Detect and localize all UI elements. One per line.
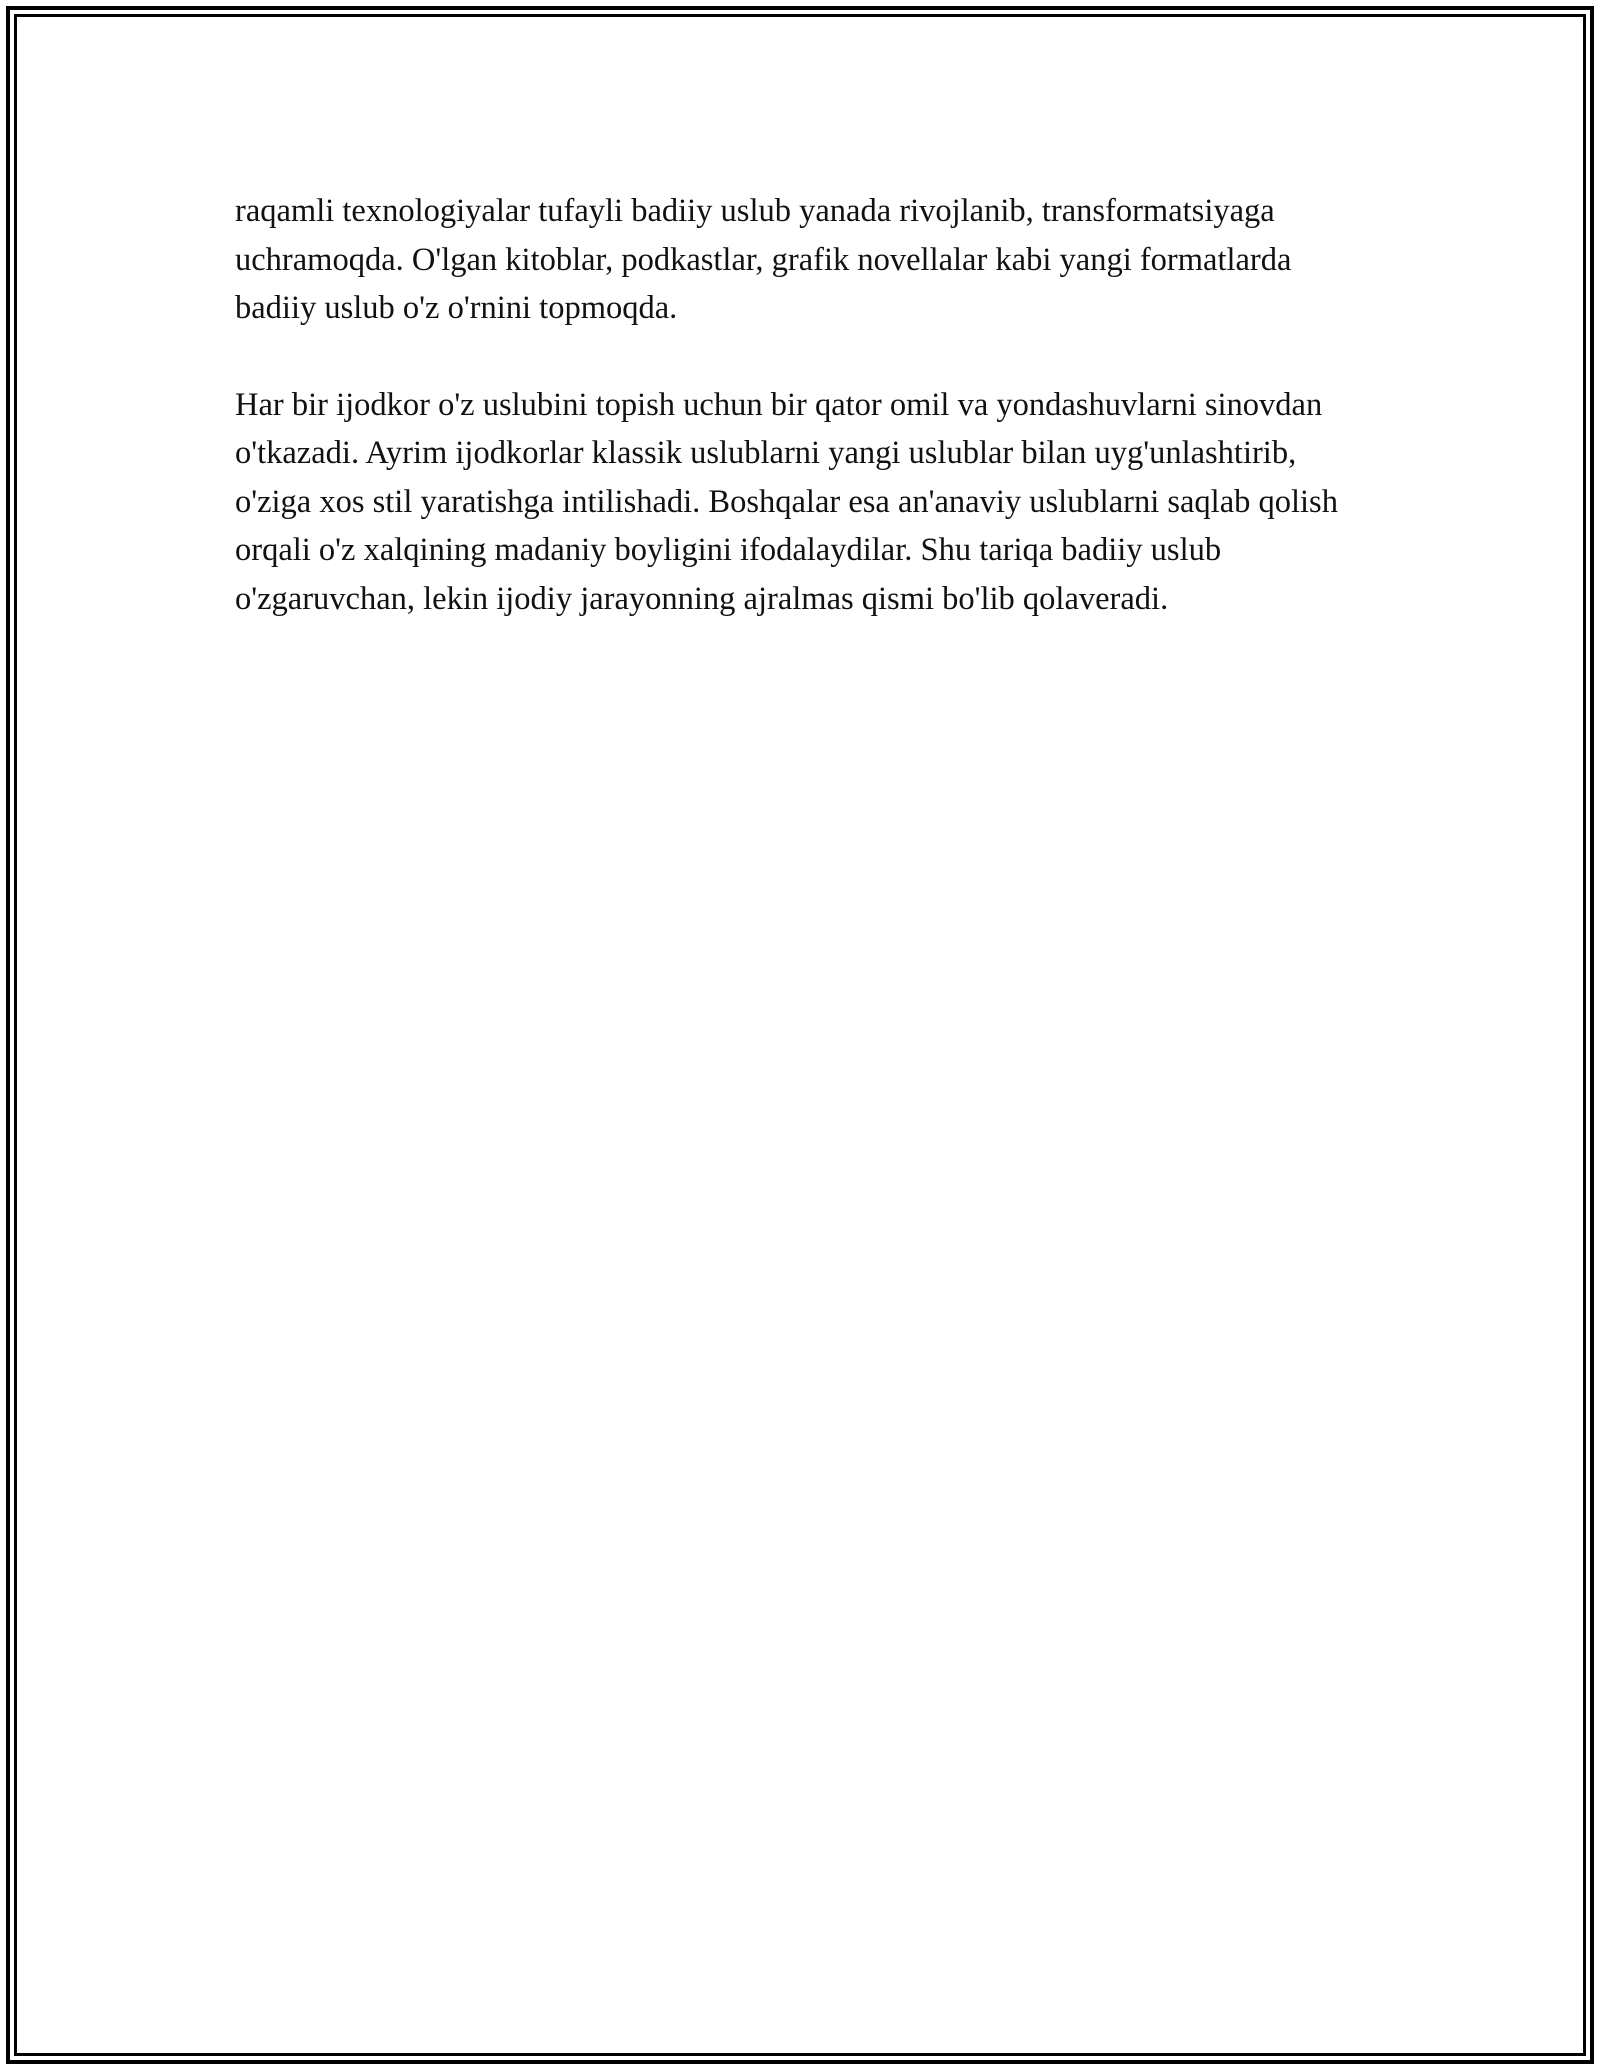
document-body bbox=[235, 187, 1365, 671]
paragraph-2: Har bir ijodkor o'z uslubini topish uchun bir qator omil va yondashuvlarni sinovdan o'tkazadi. Ayrim ijodkorlar klassik uslublarni yangi uslublar bilan uyg'unlashtirib, o'ziga xos stil yaratishga intilishadi. Boshqalar esa an'anaviy uslublarni saqlab qolish orqali o'z xalqining madaniy boyligini ifodalaydilar. Shu tariqa badiiy uslub o'zgaruvchan, lekin ijodiy jarayonning ajralmas qismi bo'lib qolaveradi. bbox=[235, 386, 1338, 617]
paragraph-1: raqamli texnologiyalar tufayli badiiy uslub yanada rivojlanib, transformatsiyaga uchramoqda. O'lgan kitoblar, podkastlar, grafik novellalar kabi yangi formatlarda badiiy uslub o'z o'rnini topmoqda. bbox=[235, 193, 1292, 326]
